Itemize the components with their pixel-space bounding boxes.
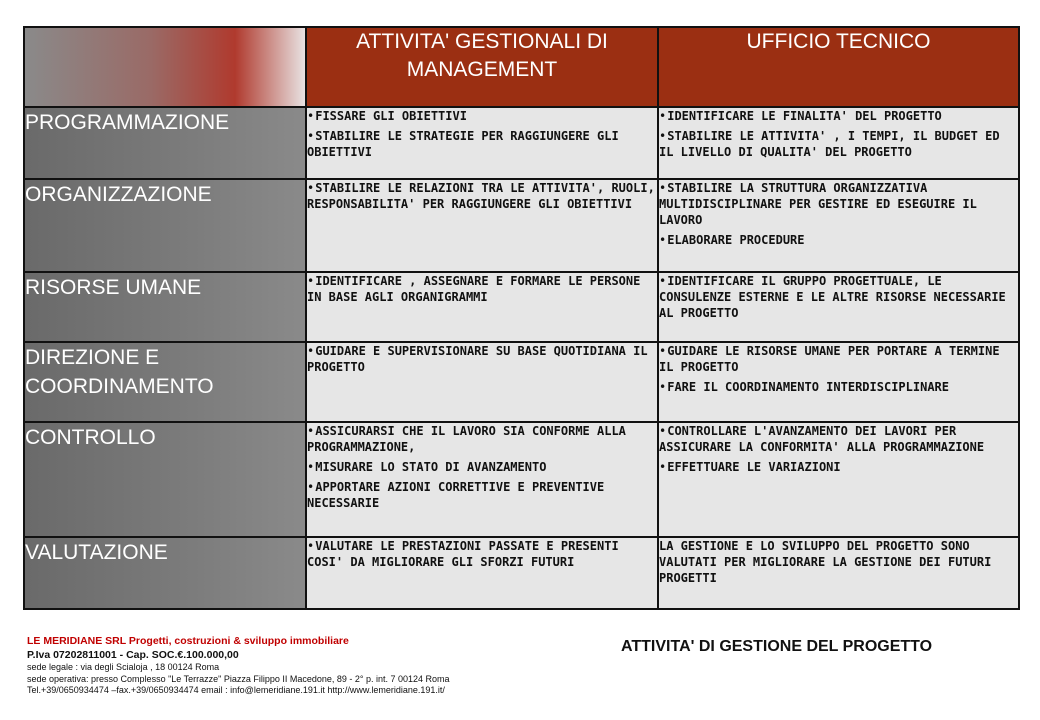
bullet-item: • CONTROLLARE L'AVANZAMENTO DEI LAVORI PER ASSICURARE LA CONFORMITA' ALLA PROGRAMMAZIONE bbox=[659, 423, 1018, 455]
ufficio-tecnico-cell bbox=[658, 422, 1019, 537]
registered-office: sede legale : via degli Scialoja , 18 00124 Roma bbox=[27, 662, 220, 672]
document-title: ATTIVITA' DI GESTIONE DEL PROGETTO bbox=[621, 638, 933, 655]
ufficio-tecnico-cell bbox=[658, 272, 1019, 342]
col-header-management: ATTIVITA' GESTIONALI DI MANAGEMENT bbox=[306, 27, 658, 107]
company-contacts: Tel.+39/0650934474 –fax.+39/0650934474 email : info@lemeridiane.191.it http://www.lemeridiane.191.it/ bbox=[27, 685, 445, 695]
bullet-item: • STABILIRE LE ATTIVITA' , I TEMPI, IL BUDGET ED IL LIVELLO DI QUALITA' DEL PROGETTO bbox=[659, 128, 1018, 160]
bullet-item: • IDENTIFICARE LE FINALITA' DEL PROGETTO bbox=[659, 108, 1018, 124]
row-header: ORGANIZZAZIONE bbox=[24, 179, 306, 272]
bullet-item: • STABILIRE LE STRATEGIE PER RAGGIUNGERE GLI OBIETTIVI bbox=[307, 128, 657, 160]
table-row bbox=[24, 179, 1019, 272]
company-name: LE MERIDIANE SRL Progetti, costruzioni & sviluppo immobiliare bbox=[27, 635, 349, 647]
management-cell bbox=[306, 342, 658, 422]
management-cell bbox=[306, 537, 658, 609]
ufficio-tecnico-cell bbox=[658, 179, 1019, 272]
row-header: VALUTAZIONE bbox=[24, 537, 306, 609]
bullet-item: • FARE IL COORDINAMENTO INTERDISCIPLINARE bbox=[659, 379, 1018, 395]
table-row bbox=[24, 422, 1019, 537]
ufficio-tecnico-cell bbox=[658, 107, 1019, 179]
company-vat: P.Iva 07202811001 - Cap. SOC.€.100.000,00 bbox=[27, 649, 239, 661]
bullet-item: • IDENTIFICARE IL GRUPPO PROGETTUALE, LE CONSULENZE ESTERNE E LE ALTRE RISORSE NECESSARIE AL PROGETTO bbox=[659, 273, 1018, 321]
bullet-item: • VALUTARE LE PRESTAZIONI PASSATE E PRESENTI COSI' DA MIGLIORARE GLI SFORZI FUTURI bbox=[307, 538, 657, 570]
ufficio-tecnico-cell bbox=[658, 342, 1019, 422]
bullet-item: LA GESTIONE E LO SVILUPPO DEL PROGETTO SONO VALUTATI PER MIGLIORARE LA GESTIONE DEI FUTURI PROGETTI bbox=[659, 539, 992, 585]
project-management-table bbox=[23, 26, 1020, 610]
company-info bbox=[27, 634, 587, 697]
ufficio-tecnico-cell bbox=[658, 537, 1019, 609]
bullet-item: • APPORTARE AZIONI CORRETTIVE E PREVENTIVE NECESSARIE bbox=[307, 479, 657, 511]
table-row bbox=[24, 342, 1019, 422]
bullet-item: • EFFETTUARE LE VARIAZIONI bbox=[659, 459, 1018, 475]
row-header: DIREZIONE E COORDINAMENTO bbox=[24, 342, 306, 422]
bullet-item: • IDENTIFICARE , ASSEGNARE E FORMARE LE PERSONE IN BASE AGLI ORGANIGRAMMI bbox=[307, 273, 657, 305]
bullet-item: • STABILIRE LE RELAZIONI TRA LE ATTIVITA', RUOLI, RESPONSABILITA' PER RAGGIUNGERE GLI OBIETTIVI bbox=[307, 180, 657, 212]
row-header: CONTROLLO bbox=[24, 422, 306, 537]
bullet-item: • GUIDARE E SUPERVISIONARE SU BASE QUOTIDIANA IL PROGETTO bbox=[307, 343, 657, 375]
bullet-item: • ASSICURARSI CHE IL LAVORO SIA CONFORME ALLA PROGRAMMAZIONE, bbox=[307, 423, 657, 455]
management-cell bbox=[306, 107, 658, 179]
bullet-item: • GUIDARE LE RISORSE UMANE PER PORTARE A TERMINE IL PROGETTO bbox=[659, 343, 1018, 375]
table-corner bbox=[24, 27, 306, 107]
operational-office: sede operativa: presso Complesso "Le Terrazze" Piazza Filippo II Macedone, 89 - 2° p. int. 7 00124 Roma bbox=[27, 673, 450, 684]
row-header: RISORSE UMANE bbox=[24, 272, 306, 342]
bullet-item: • STABILIRE LA STRUTTURA ORGANIZZATIVA MULTIDISCIPLINARE PER GESTIRE ED ESEGUIRE IL LAVORO bbox=[659, 180, 1018, 228]
table-row bbox=[24, 107, 1019, 179]
management-cell bbox=[306, 179, 658, 272]
bullet-item: • ELABORARE PROCEDURE bbox=[659, 232, 1018, 248]
management-cell bbox=[306, 422, 658, 537]
bullet-item: • MISURARE LO STATO DI AVANZAMENTO bbox=[307, 459, 657, 475]
row-header: PROGRAMMAZIONE bbox=[24, 107, 306, 179]
table-row bbox=[24, 537, 1019, 609]
bullet-item: • FISSARE GLI OBIETTIVI bbox=[307, 108, 657, 124]
col-header-ufficio-tecnico: UFFICIO TECNICO bbox=[658, 27, 1019, 107]
table-row bbox=[24, 272, 1019, 342]
management-cell bbox=[306, 272, 658, 342]
